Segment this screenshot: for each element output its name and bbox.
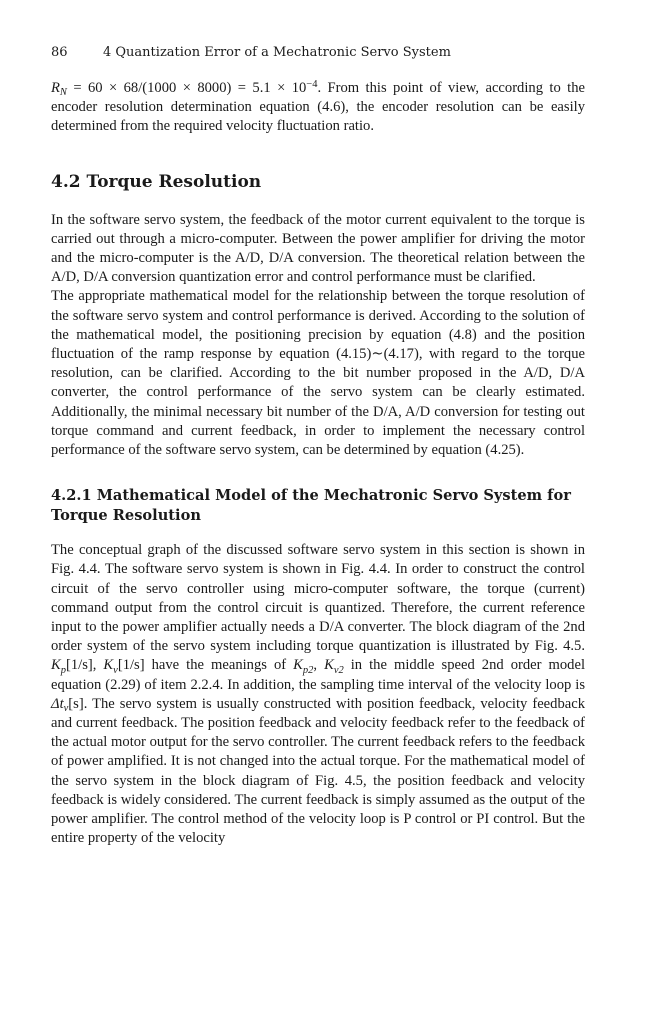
- symbol-kv2: K: [324, 657, 334, 674]
- page: [51, 44, 585, 849]
- kp-unit: [1/s],: [65, 657, 97, 674]
- section-paragraph-1: In the software servo system, the feedback of the motor current equivalent to the torque is carried out through a micro-computer. Between the power amplifier for driving the motor and the micro-computer is the A/D, D/A conversion. The theoretical relation between the A/D, D/A conversion quantization error and control performance must be clarified.: [51, 211, 585, 286]
- subsection-text-a: The conceptual graph of the discussed software servo system in this section is shown in Fig. 4.4. The software servo system is shown in Fig. 4.4. In order to construct the control circuit of the servo controller using micro-computer software, the torque (current) command output from the control circuit is quantized. Therefore, the current reference input to the power amplifier actually needs a D/A converter. The block diagram of the 2nd order system of the servo system including torque quantization is illustrated by Fig. 4.5.: [51, 542, 585, 655]
- symbol-delta-t: Δt: [51, 695, 64, 712]
- subsection-text-b: in the middle speed 2nd order model equation (2.29) of item 2.2.4. In addition, the sampling time interval of the velocity loop is: [51, 657, 585, 693]
- intro-equation: = 60 × 68/(1000 × 8000) = 5.1 × 10: [66, 80, 307, 96]
- intro-text: . From this point of view, according to the encoder resolution determination equation (4.6), the encoder resolution can be easily determined from the required velocity fluctuation ratio.: [51, 80, 585, 135]
- kv-unit: [1/s] have the meanings of: [117, 657, 294, 674]
- kp2-separator: ,: [313, 657, 325, 674]
- delta-t-unit: [s]: [68, 695, 84, 712]
- subsection-paragraph: [51, 541, 585, 848]
- running-head: [51, 44, 585, 61]
- section-paragraph-2: The appropriate mathematical model for the relationship between the torque resolution of the software servo system and control performance is derived. According to the solution of the mathematical model, the positioning precision by equation (4.8) and the position fluctuation of the ramp response by equation (4.15)∼(4.17), with regard to the torque resolution, can be clarified. According to the bit number proposed in the A/D, D/A converter, the control performance of the servo system can be clearly estimated. Additionally, the minimal necessary bit number of the D/A, A/D conversion for testing out torque command and current feedback, in order to implement the necessary control performance of the software servo system, can be determined by equation (4.25).: [51, 288, 585, 459]
- symbol-rn-subscript: N: [59, 87, 67, 99]
- intro-exponent: −4: [306, 79, 318, 91]
- symbol-kp2-subscript: p2: [302, 664, 314, 676]
- symbol-rn: R: [51, 80, 60, 96]
- symbol-kp2: K: [293, 657, 303, 674]
- subsection-title: 4.2.1 Mathematical Model of the Mechatronic Servo System for Torque Resolution: [51, 487, 571, 524]
- section-title: 4.2 Torque Resolution: [51, 171, 262, 192]
- symbol-kp: K: [51, 657, 61, 674]
- symbol-delta-t-subscript: v: [63, 703, 69, 715]
- symbol-kv2-subscript: v2: [333, 664, 344, 676]
- symbol-kv-subscript: v: [113, 664, 118, 676]
- intro-paragraph: [51, 79, 585, 137]
- subsection-text-c: . The servo system is usually constructed with position feedback, velocity feedback and current feedback. The position feedback and velocity feedback refer to the feedback of the actual motor output for the servo controller. The current feedback refers to the feedback of power amplified. It is not changed into the actual torque. For the mathematical model of the servo system in the block diagram of Fig. 4.5, the position feedback and velocity feedback is widely considered. The current feedback is simply assumed as the output of the power amplifier. The control method of the velocity loop is P control or PI control. But the entire property of the velocity: [51, 695, 585, 847]
- symbol-kv: K: [103, 657, 114, 674]
- chapter-title: 4 Quantization Error of a Mechatronic Servo System: [103, 45, 451, 60]
- page-number: 86: [51, 45, 68, 60]
- symbol-kp-subscript: p: [60, 664, 66, 676]
